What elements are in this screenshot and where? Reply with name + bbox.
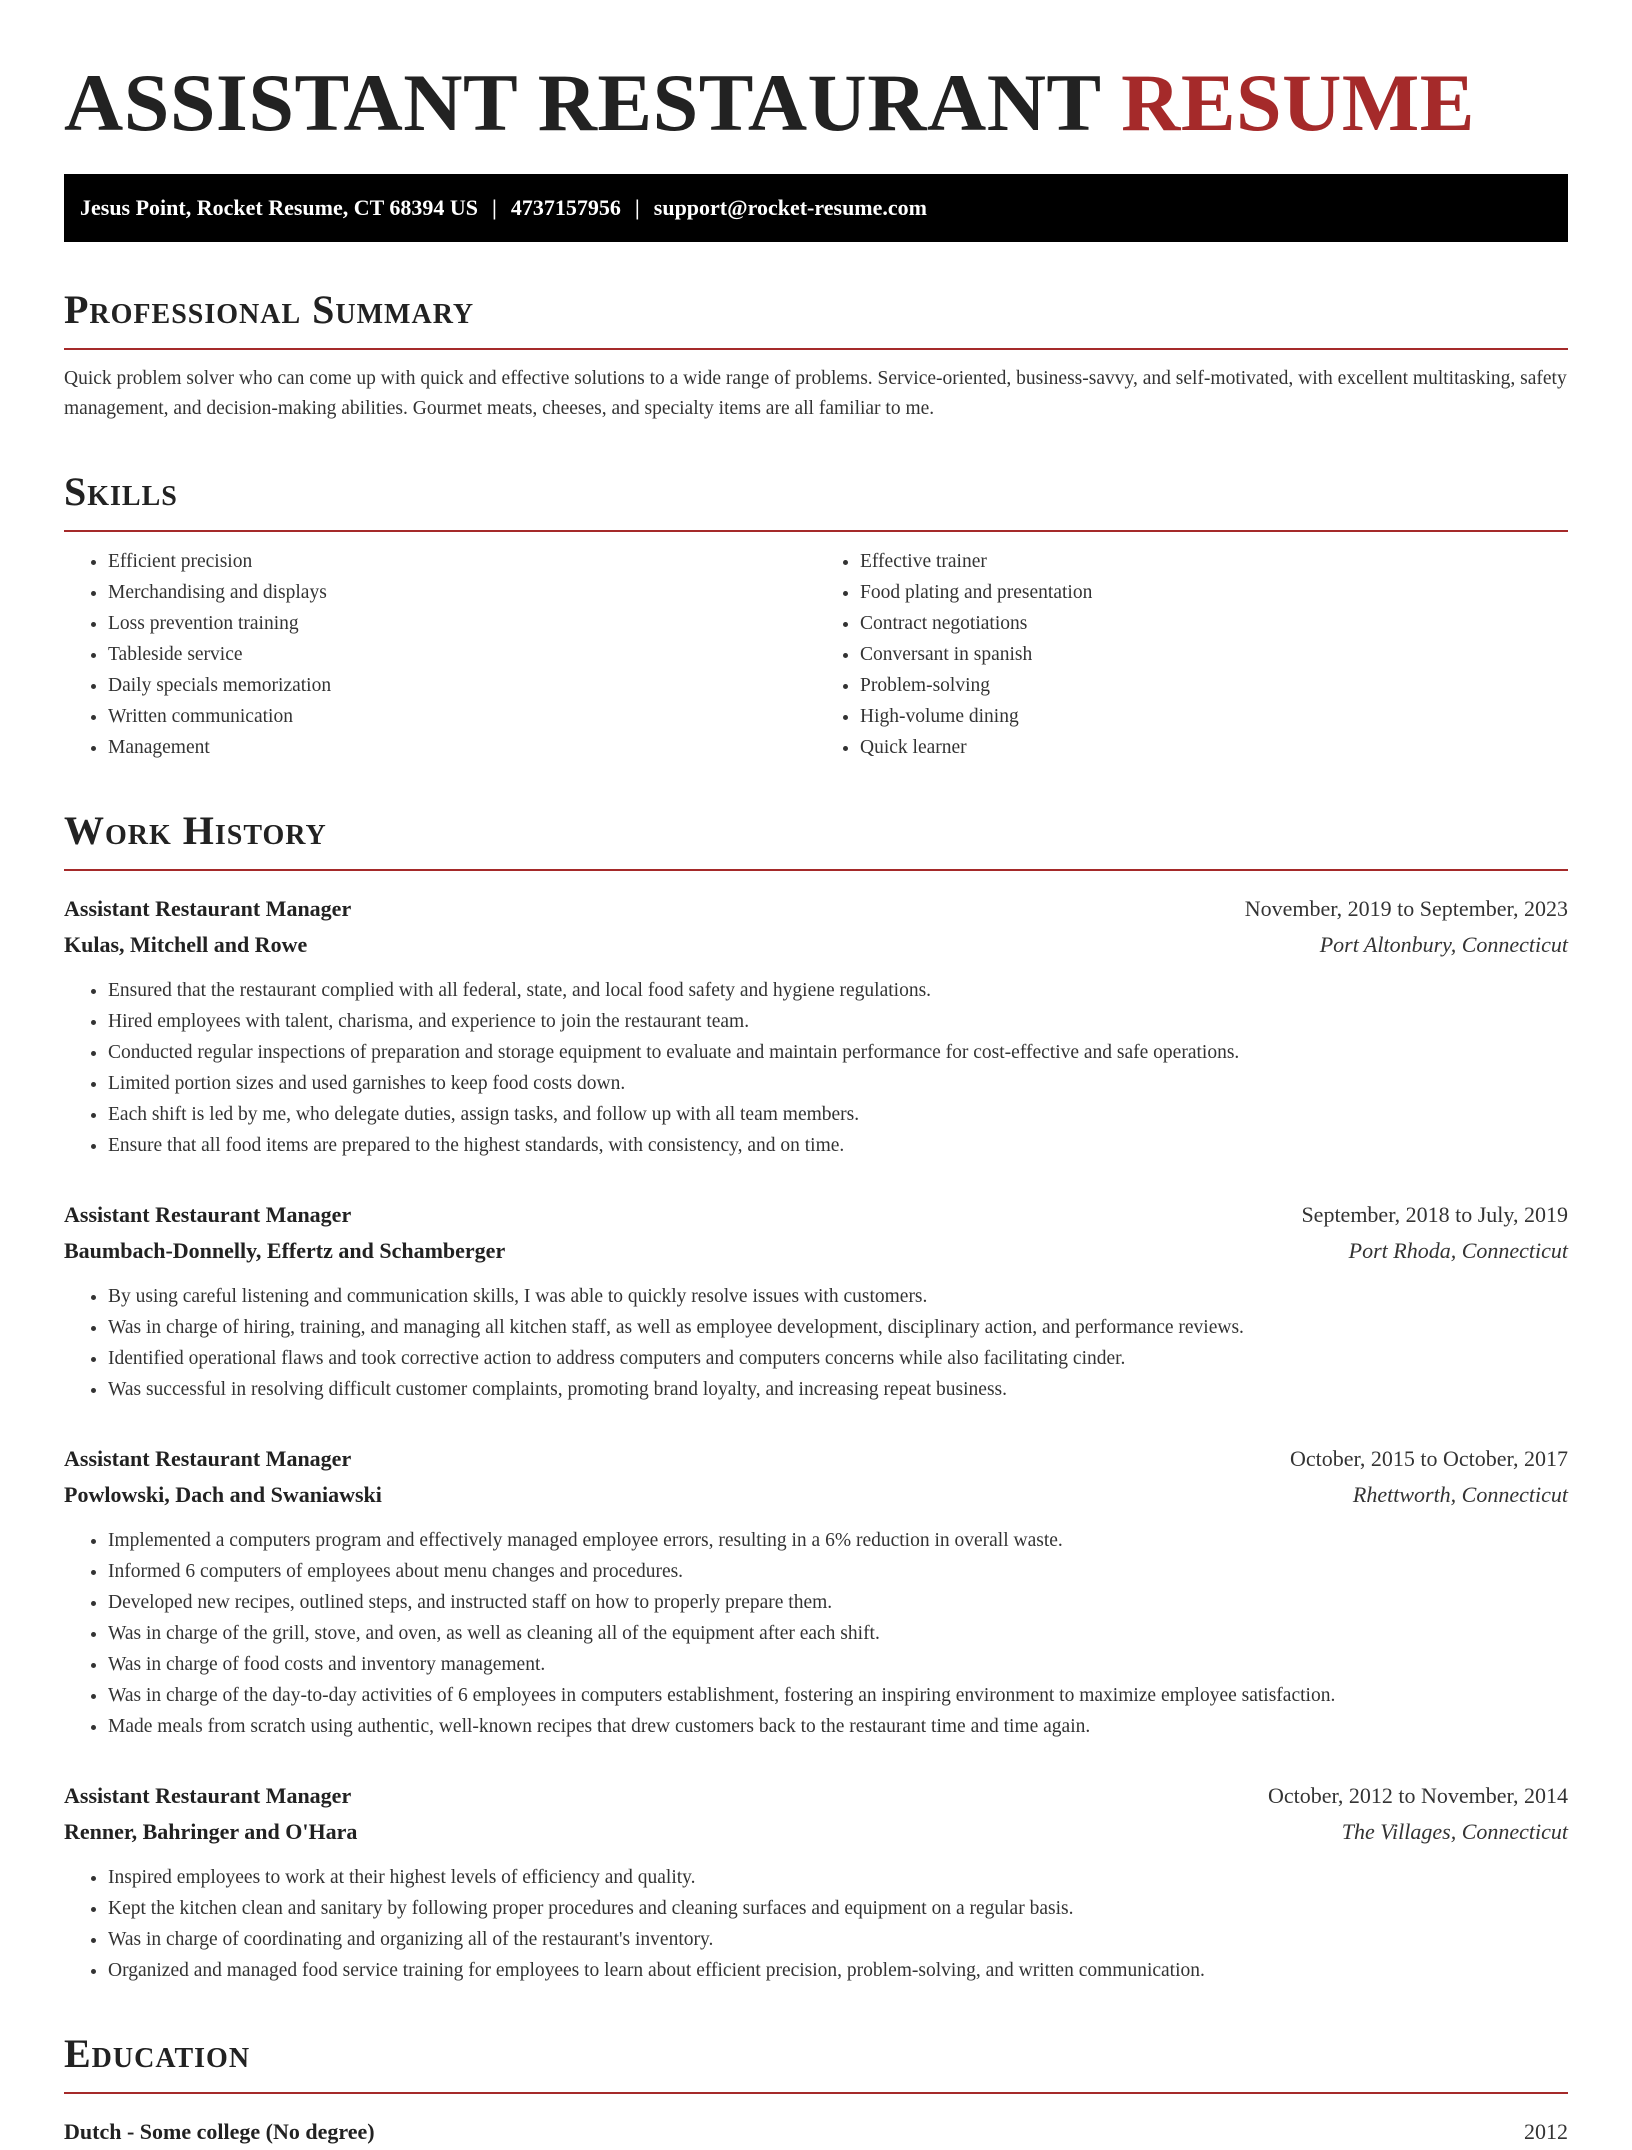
job-location: The Villages, Connecticut <box>1341 1819 1568 1844</box>
skill-item: • Loss prevention training <box>108 608 816 639</box>
job-company-row <box>64 1233 1568 1269</box>
title-accent: RESUME <box>1121 57 1475 148</box>
skill-item: • Tableside service <box>108 639 816 670</box>
education-degree: Dutch - Some college (No degree) <box>64 2119 375 2144</box>
job-bullet: • Ensure that all food items are prepared to the highest standards, with consistency, and on time. <box>108 1130 1568 1161</box>
job-entry <box>64 1778 1568 1986</box>
job-bullet: • Was in charge of the day-to-day activities of 6 employees in computers establishment, fostering an inspiring environment to maximize employee satisfaction. <box>108 1680 1568 1711</box>
job-bullet: • Kept the kitchen clean and sanitary by following proper procedures and cleaning surfaces and equipment on a regular basis. <box>108 1893 1568 1924</box>
job-company-row <box>64 1814 1568 1850</box>
job-company-row <box>64 927 1568 963</box>
contact-bar <box>64 174 1568 242</box>
job-entry <box>64 1441 1568 1742</box>
job-bullet: • Identified operational flaws and took corrective action to address computers and computers concerns while also facilitating cinder. <box>108 1343 1568 1374</box>
job-header-row <box>64 1197 1568 1233</box>
job-bullet: • Was in charge of food costs and inventory management. <box>108 1649 1568 1680</box>
title-main: ASSISTANT RESTAURANT <box>64 57 1101 148</box>
skills-section <box>64 468 1568 763</box>
education-year: 2012 <box>1524 2119 1568 2144</box>
summary-text: Quick problem solver who can come up with quick and effective solutions to a wide range of problems. Service-oriented, business-savvy, and self-motivated, with excellent multitasking, safety management, and decision-making abilities. Gourmet meats, cheeses, and specialty items are all familiar to me. <box>64 368 1567 419</box>
job-bullet: • Conducted regular inspections of preparation and storage equipment to evaluate and maintain performance for cost-effective and safe operations. <box>108 1037 1568 1068</box>
contact-separator: | <box>492 195 497 220</box>
job-company: Baumbach-Donnelly, Effertz and Schamberger <box>64 1238 506 1263</box>
skill-item: • Effective trainer <box>860 546 1568 577</box>
job-bullets <box>64 1525 1568 1742</box>
contact-phone: 4737157956 <box>510 195 621 220</box>
skills-columns <box>64 546 1568 763</box>
job-bullets <box>64 975 1568 1161</box>
job-bullet: • Inspired employees to work at their highest levels of efficiency and quality. <box>108 1862 1568 1893</box>
job-bullets <box>64 1862 1568 1986</box>
job-title: Assistant Restaurant Manager <box>64 1202 352 1227</box>
job-bullet: • Was in charge of coordinating and organizing all of the restaurant's inventory. <box>108 1924 1568 1955</box>
job-bullet: • Was in charge of the grill, stove, and oven, as well as cleaning all of the equipment after each shift. <box>108 1618 1568 1649</box>
resume-title <box>64 48 1568 158</box>
job-header-row <box>64 891 1568 927</box>
job-location: Rhettworth, Connecticut <box>1352 1482 1568 1507</box>
job-header-row <box>64 1778 1568 1814</box>
section-divider <box>64 2092 1568 2094</box>
job-location: Port Altonbury, Connecticut <box>1319 932 1568 957</box>
education-heading: Education <box>64 2031 251 2076</box>
job-bullet: • Was in charge of hiring, training, and managing all kitchen staff, as well as employee development, disciplinary action, and performance reviews. <box>108 1312 1568 1343</box>
job-entry <box>64 891 1568 1161</box>
contact-address: Jesus Point, Rocket Resume, CT 68394 US <box>80 195 479 220</box>
education-entry <box>64 2114 1568 2150</box>
skills-list-right <box>816 546 1568 763</box>
job-bullet: • Informed 6 computers of employees about menu changes and procedures. <box>108 1556 1568 1587</box>
skill-item: • Contract negotiations <box>860 608 1568 639</box>
contact-separator: | <box>634 195 640 220</box>
section-divider <box>64 530 1568 532</box>
job-dates: October, 2015 to October, 2017 <box>1289 1446 1568 1471</box>
job-dates: October, 2012 to November, 2014 <box>1267 1783 1568 1808</box>
skill-item: • Problem-solving <box>860 670 1568 701</box>
job-title: Assistant Restaurant Manager <box>64 1446 352 1471</box>
skill-item: • High-volume dining <box>860 701 1568 732</box>
skill-item: • Written communication <box>108 701 816 732</box>
skill-item: • Food plating and presentation <box>860 577 1568 608</box>
job-company: Renner, Bahringer and O'Hara <box>64 1819 358 1844</box>
job-bullet: • Implemented a computers program and effectively managed employee errors, resulting in a 6% reduction in overall waste. <box>108 1525 1568 1556</box>
skill-item: • Efficient precision <box>108 546 816 577</box>
job-location: Port Rhoda, Connecticut <box>1348 1238 1568 1263</box>
skill-item: • Quick learner <box>860 732 1568 763</box>
job-company: Powlowski, Dach and Swaniawski <box>64 1482 382 1507</box>
contact-email: support@rocket-resume.com <box>653 195 927 220</box>
skill-item: • Daily specials memorization <box>108 670 816 701</box>
job-title: Assistant Restaurant Manager <box>64 896 352 921</box>
job-title: Assistant Restaurant Manager <box>64 1783 352 1808</box>
job-header-row <box>64 1441 1568 1477</box>
skill-item: • Conversant in spanish <box>860 639 1568 670</box>
skills-list-left <box>64 546 816 763</box>
job-bullets <box>64 1281 1568 1405</box>
job-bullet: • Each shift is led by me, who delegate duties, assign tasks, and follow up with all team members. <box>108 1099 1568 1130</box>
job-dates: September, 2018 to July, 2019 <box>1301 1202 1568 1227</box>
job-company: Kulas, Mitchell and Rowe <box>64 932 308 957</box>
skills-heading: Skills <box>64 469 178 514</box>
job-dates: November, 2019 to September, 2023 <box>1244 896 1568 921</box>
job-bullet: • Organized and managed food service training for employees to learn about efficient precision, problem-solving, and written communication. <box>108 1955 1568 1986</box>
summary-heading: Professional Summary <box>64 287 475 332</box>
job-bullet: • Was successful in resolving difficult customer complaints, promoting brand loyalty, and increasing repeat business. <box>108 1374 1568 1405</box>
job-bullet: • Made meals from scratch using authentic, well-known recipes that drew customers back to the restaurant time and time again. <box>108 1711 1568 1742</box>
job-bullet: • Developed new recipes, outlined steps, and instructed staff on how to properly prepare them. <box>108 1587 1568 1618</box>
skill-item: • Management <box>108 732 816 763</box>
work-history-heading: Work History <box>64 808 327 853</box>
work-history-section <box>64 807 1568 1986</box>
job-bullet: • By using careful listening and communication skills, I was able to quickly resolve issues with customers. <box>108 1281 1568 1312</box>
section-divider <box>64 869 1568 871</box>
skill-item: • Merchandising and displays <box>108 577 816 608</box>
job-bullet: • Hired employees with talent, charisma, and experience to join the restaurant team. <box>108 1006 1568 1037</box>
job-entry <box>64 1197 1568 1405</box>
job-bullet: • Limited portion sizes and used garnishes to keep food costs down. <box>108 1068 1568 1099</box>
summary-section <box>64 286 1568 424</box>
section-divider <box>64 348 1568 350</box>
education-section <box>64 2030 1568 2150</box>
job-company-row <box>64 1477 1568 1513</box>
job-bullet: • Ensured that the restaurant complied with all federal, state, and local food safety and hygiene regulations. <box>108 975 1568 1006</box>
